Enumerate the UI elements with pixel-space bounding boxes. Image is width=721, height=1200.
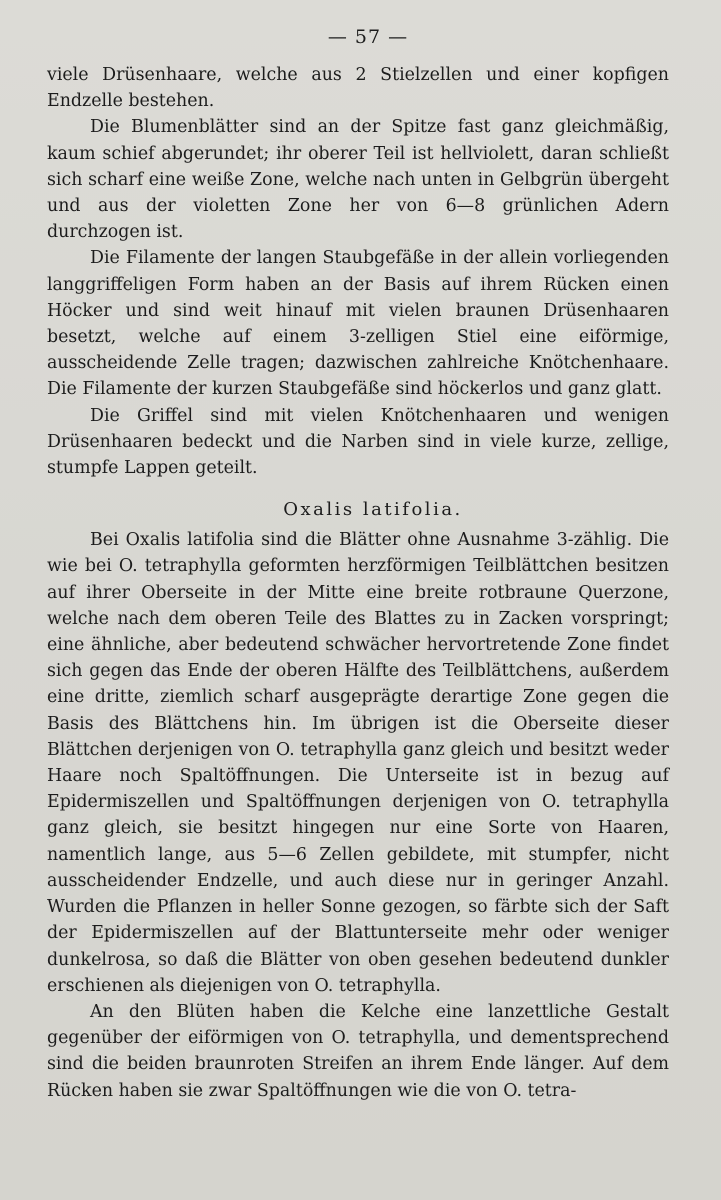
- paragraph-petals: Die Blumenblätter sind an der Spitze fast ganz gleichmäßig, kaum schief abgerundet; ihr oberer Teil ist hellviolett, daran schließt sich scharf eine weiße Zone, welche nach unten in Gelbgrün übergeht und aus der violetten Zone her von 6—8 grünlichen Adern durchzogen ist.: [47, 117, 669, 243]
- page-number: — 57 —: [327, 26, 409, 48]
- paragraph-glandular-hairs: viele Drüsenhaare, welche aus 2 Stielzellen und einer kopfigen Endzelle bestehen.: [47, 65, 669, 112]
- paragraph-styles: Die Griffel sind mit vielen Knötchenhaaren und wenigen Drüsenhaaren bedeckt und die Narben sind in viele kurze, zellige, stumpfe Lappen geteilt.: [47, 405, 669, 479]
- paragraph-filaments: Die Filamente der langen Staubgefäße in der allein vorliegenden langgriffeligen Form haben an der Basis auf ihrem Rücken einen Höcker und sind weit hinauf mit vielen braunen Drüsenhaaren besetzt, welche auf einem 3-zelligen Stiel eine eiförmige, ausscheidende Zelle tragen; dazwischen zahlreiche Knötchenhaare. Die Filamente der kurzen Staubgefäße sind höckerlos und ganz glatt.: [47, 248, 669, 400]
- paragraph-leaves: Bei Oxalis latifolia sind die Blätter ohne Ausnahme 3-zählig. Die wie bei O. tetraphylla geformten herzförmigen Teilblättchen besitzen auf ihrer Oberseite in der Mitte eine breite rotbraune Querzone, welche nach dem oberen Teile des Blattes zu in Zacken vorspringt; eine ähnliche, aber bedeutend schwächer hervortretende Zone findet sich gegen das Ende der oberen Hälfte des Teilblättchens, außerdem eine dritte, ziemlich scharf ausgeprägte derartige Zone gegen die Basis des Blättchens hin. Im übrigen ist die Oberseite dieser Blättchen derjenigen von O. tetraphylla ganz gleich und besitzt weder Haare noch Spaltöffnungen. Die Unterseite ist in bezug auf Epidermiszellen und Spaltöffnungen derjenigen von O. tetraphylla ganz gleich, sie besitzt hingegen nur eine Sorte von Haaren, namentlich lange, aus 5—6 Zellen gebildete, mit stumpfer, nicht ausscheidender Endzelle, und auch diese nur in geringer Anzahl. Wurden die Pflanzen in heller Sonne gezogen, so färbte sich der Saft der Epidermiszellen auf der Blattunterseite mehr oder weniger dunkelrosa, so daß die Blätter von oben gesehen bedeutend dunkler erschienen als diejenigen von O. tetraphylla.: [47, 530, 669, 996]
- section-heading: Oxalis latifolia.: [283, 499, 463, 521]
- paragraph-flowers: An den Blüten haben die Kelche eine lanzettliche Gestalt gegenüber der eiförmigen von O. tetraphylla, und dementsprechend sind die beiden braunroten Streifen an ihrem Ende länger. Auf dem Rücken haben sie zwar Spaltöffnungen wie die von O. tetra-: [47, 1001, 669, 1101]
